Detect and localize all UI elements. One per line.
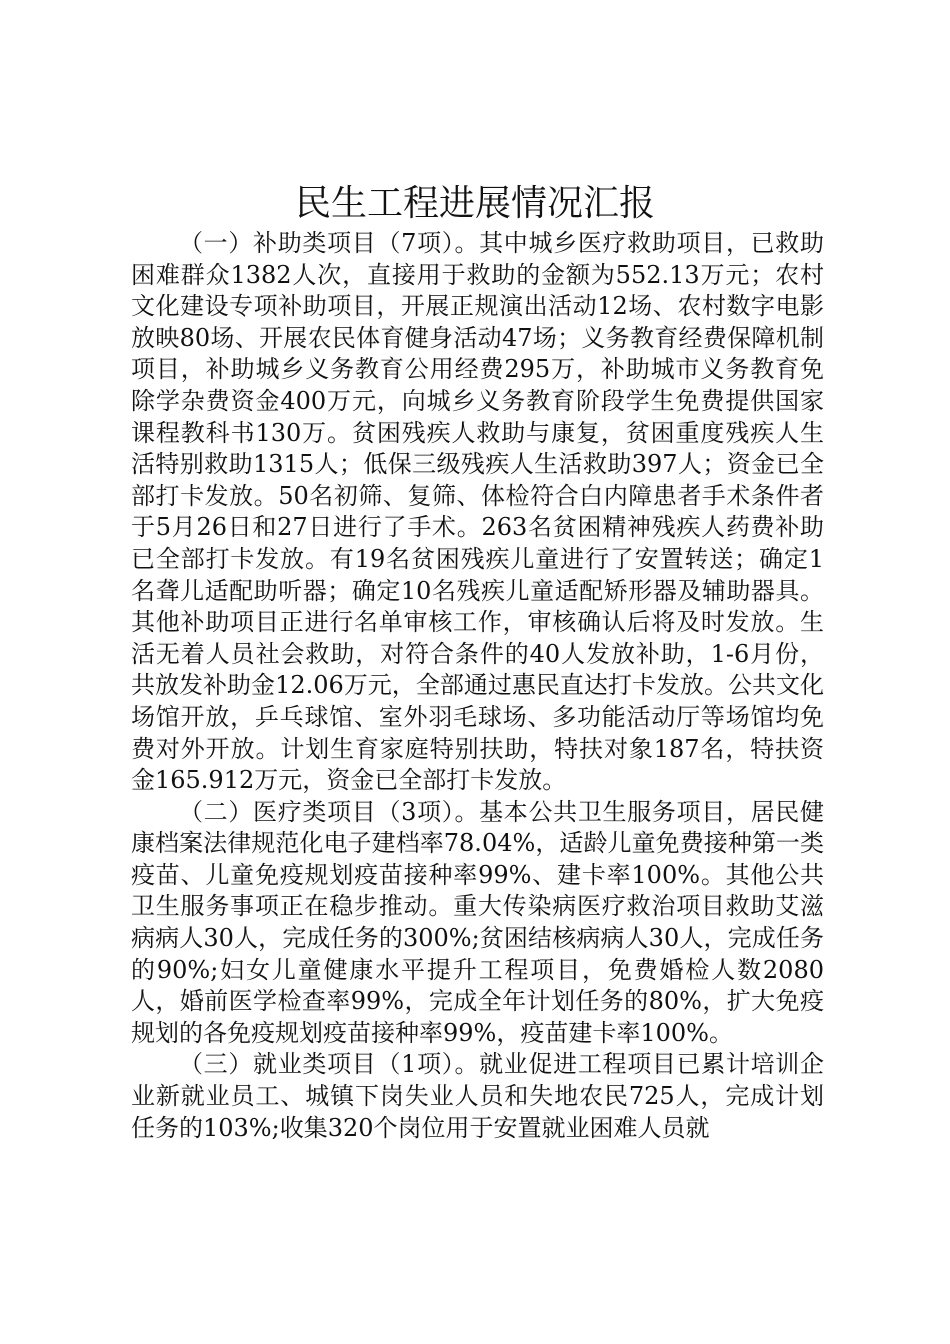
paragraph-subsidy-projects: （一）补助类项目（7项）。其中城乡医疗救助项目，已救助困难群众1382人次，直接用于救助的金额为552.13万元；农村文化建设专项补助项目，开展正规演出活动12场、农村数字电影放映80场、开展农民体育健身活动47场；义务教育经费保障机制项目，补助城乡义务教育公用经费295万，补助城市义务教育免除学杂费资金400万元，向城乡义务教育阶段学生免费提供国家课程教科书130万。贫困残疾人救助与康复，贫困重度残疾人生活特别救助1315人；低保三级残疾人生活救助397人；资金已全部打卡发放。50名初筛、复筛、体检符合白内障患者手术条件者于5月26日和27日进行了手术。263名贫困精神残疾人药费补助已全部打卡发放。有19名贫困残疾儿童进行了安置转送；确定1名聋儿适配助听器；确定10名残疾儿童适配矫形器及辅助器具。其他补助项目正进行名单审核工作，审核确认后将及时发放。生活无着人员社会救助，对符合条件的40人发放补助，1-6月份，共放发补助金12.06万元，全部通过惠民直达打卡发放。公共文化场馆开放，乒乓球馆、室外羽毛球场、多功能活动厅等场馆均免费对外开放。计划生育家庭特别扶助，特扶对象187名，特扶资金165.912万元，资金已全部打卡发放。 — [131, 229, 824, 795]
document-body — [131, 228, 824, 1144]
paragraph-employment-projects: （三）就业类项目（1项）。就业促进工程项目已累计培训企业新就业员工、城镇下岗失业人员和失地农民725人，完成计划任务的103%;收集320个岗位用于安置就业困难人员就 — [131, 1050, 824, 1142]
paragraph-medical-projects: （二）医疗类项目（3项）。基本公共卫生服务项目，居民健康档案法律规范化电子建档率78.04%，适龄儿童免费接种第一类疫苗、儿童免疫规划疫苗接种率99%、建卡率100%。其他公共卫生服务事项正在稳步推动。重大传染病医疗救治项目救助艾滋病病人30人，完成任务的300%;贫困结核病病人30人，完成任务的90%;妇女儿童健康水平提升工程项目，免费婚检人数2080人，婚前医学检查率99%，完成全年计划任务的80%，扩大免疫规划的各免疫规划疫苗接种率99%，疫苗建卡率100%。 — [131, 797, 824, 1047]
document-title: 民生工程进展情况汇报 — [294, 183, 655, 224]
